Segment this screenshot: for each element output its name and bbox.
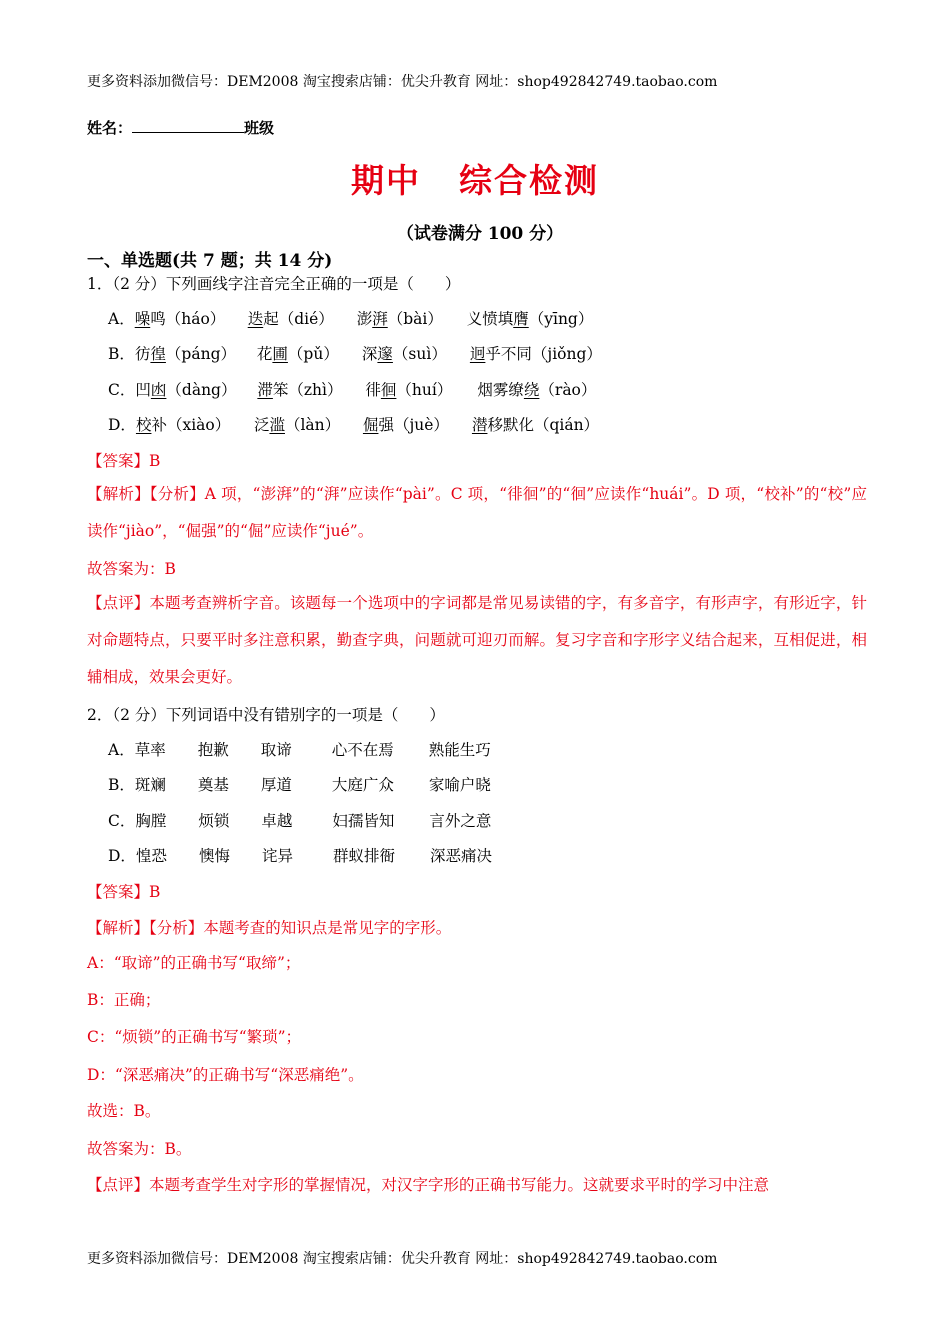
q1-option-d: D．校补（xiào） 泛滥（làn） 倔强（juè） 潜移默化（qián） — [108, 416, 600, 434]
name-blank-line — [132, 118, 244, 133]
class-label: 班级 — [244, 119, 275, 137]
q2-line-b: B：正确； — [87, 991, 161, 1009]
q1-option-b: B．彷徨（páng） 花圃（pǔ） 深邃（suì） 迥乎不同（jiǒng） — [108, 345, 602, 363]
q2-option-d: D．惶恐 懊悔 诧异 群蚁排衙 深恶痛决 — [108, 847, 492, 865]
name-label: 姓名： — [87, 119, 133, 137]
exam-subtitle: （试卷满分 100 分） — [396, 224, 564, 244]
q2-analysis: 【解析】【分析】本题考查的知识点是常见字的字形。 — [87, 919, 452, 937]
q1-stem: 1．（2 分）下列画线字注音完全正确的一项是（ ） — [87, 275, 461, 293]
page-header: 更多资料添加微信号：DEM2008 淘宝搜索店铺：优尖升教育 网址：shop492842749.taobao.com — [87, 74, 718, 90]
section-heading: 一、单选题(共 7 题；共 14 分) — [87, 251, 333, 271]
name-class-row — [87, 117, 274, 138]
q2-option-a: A．草率 抱歉 取谛 心不在焉 熟能生巧 — [108, 741, 491, 759]
q2-line-d: D：“深恶痛决”的正确书写“深恶痛绝”。 — [87, 1066, 364, 1084]
q2-comment: 【点评】本题考查学生对字形的掌握情况，对汉字字形的正确书写能力。这就要求平时的学习中注意 — [87, 1176, 770, 1194]
page-footer: 更多资料添加微信号：DEM2008 淘宝搜索店铺：优尖升教育 网址：shop492842749.taobao.com — [87, 1251, 718, 1267]
q2-line-a: A：“取谛”的正确书写“取缔”； — [87, 954, 301, 972]
title-part1: 期中 — [351, 161, 421, 200]
q1-option-a: A．噪鸣（háo） 迭起（dié） 澎湃（bài） 义愤填膺（yīng） — [108, 310, 594, 328]
q1-conclusion: 故答案为：B — [87, 560, 176, 578]
q2-conclusion: 故答案为：B。 — [87, 1140, 192, 1158]
title-part2: 综合检测 — [459, 161, 599, 200]
q2-stem: 2．（2 分）下列词语中没有错别字的一项是（ ） — [87, 706, 445, 724]
q1-comment: 【点评】本题考查辨析字音。该题每一个选项中的字词都是常见易读错的字，有多音字，有形声字，有形近字，针对命题特点，只要平时多注意积累，勤查字典，问题就可迎刃而解。复习字音和字形字义结合起来，互相促进，相辅相成，效果会更好。 — [87, 594, 867, 686]
q1-analysis: 【解析】【分析】A 项，“澎湃”的“湃”应读作“pài”。C 项，“徘徊”的“徊”应读作“huái”。D 项，“校补”的“校”应读作“jiào”，“倔强”的“倔”应读作“jué”。 — [87, 485, 867, 540]
exam-title — [0, 155, 950, 202]
q2-choice: 故选：B。 — [87, 1102, 161, 1120]
q2-answer: 【答案】B — [87, 883, 161, 901]
q2-option-b: B．斑斓 奠基 厚道 大庭广众 家喻户晓 — [108, 776, 491, 794]
q2-line-c: C：“烦锁”的正确书写“繁琐”； — [87, 1028, 302, 1046]
q2-option-c: C．胸膛 烦锁 卓越 妇孺皆知 言外之意 — [108, 812, 492, 830]
q1-option-c: C．凹凼（dàng） 滞笨（zhì） 徘徊（huí） 烟雾缭绕（rào） — [108, 381, 597, 399]
q1-answer: 【答案】B — [87, 452, 161, 470]
